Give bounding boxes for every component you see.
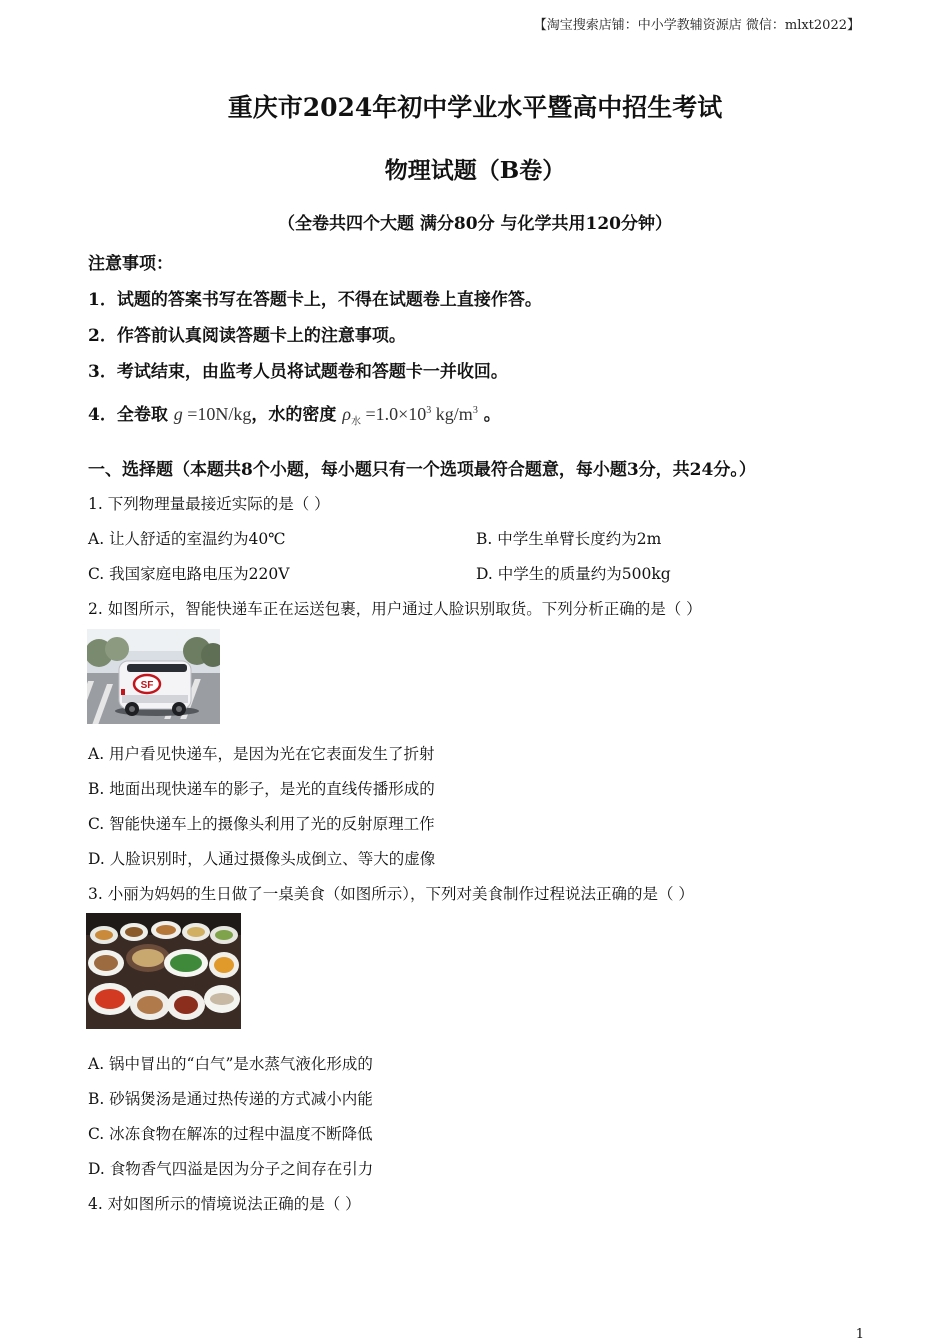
notice-item-3: 3．考试结束，由监考人员将试题卷和答题卡一并收回。 <box>88 362 508 382</box>
q4-stem: 4. 对如图所示的情境说法正确的是（ ） <box>88 1195 361 1213</box>
rho-value: =1.0×10 <box>365 404 427 424</box>
g-symbol: g <box>173 404 183 424</box>
notice-item-4-end: 。 <box>483 405 501 425</box>
sf-logo: SF <box>140 680 154 691</box>
exam-subtitle: 物理试题（B卷） <box>384 157 566 184</box>
q3-stem: 3. 小丽为妈妈的生日做了一桌美食（如图所示），下列对美食制作过程说法正确的是（ ） <box>88 885 694 903</box>
notice-item-4 <box>88 400 501 428</box>
q3-option-d: D. 食物香气四溢是因为分子之间存在引力 <box>88 1160 374 1178</box>
q2-option-b: B. 地面出现快递车的影子，是光的直线传播形成的 <box>88 780 435 798</box>
rho-symbol: ρ <box>342 404 351 424</box>
q2-stem: 2. 如图所示，智能快递车正在运送包裹，用户通过人脸识别取货。下列分析正确的是（ ） <box>88 600 702 618</box>
food-table-photo <box>86 913 241 1033</box>
rho-subscript: 水 <box>350 416 361 428</box>
q1-option-b: B. 中学生单臂长度约为2m <box>476 530 662 548</box>
delivery-vehicle-illustration <box>87 629 220 724</box>
g-value: =10N/kg <box>187 404 252 424</box>
rho-exponent: 3 <box>426 405 432 416</box>
notice-item-4-mid: ，水的密度 <box>251 405 337 425</box>
rho-unit: kg/m <box>435 404 473 424</box>
exam-info: （全卷共四个大题 满分80分 与化学共用120分钟） <box>278 214 672 234</box>
notice-item-2: 2．作答前认真阅读答题卡上的注意事项。 <box>88 326 406 346</box>
q2-option-a: A. 用户看见快递车，是因为光在它表面发生了折射 <box>88 745 435 763</box>
notice-heading: 注意事项： <box>88 254 173 274</box>
q1-option-d: D. 中学生的质量约为500kg <box>476 565 671 583</box>
gravity-formula <box>174 404 252 424</box>
q2-option-d: D. 人脸识别时，人通过摄像头成倒立、等大的虚像 <box>88 850 436 868</box>
food-table-illustration <box>86 913 241 1029</box>
notice-item-4-prefix: 4．全卷取 <box>88 405 168 425</box>
header-note: 【淘宝搜索店铺：中小学教辅资源店 微信：mlxt2022】 <box>533 18 860 33</box>
exam-title: 重庆市2024年初中学业水平暨高中招生考试 <box>227 93 723 122</box>
density-formula <box>342 404 478 428</box>
notice-item-1: 1．试题的答案书写在答题卡上，不得在试题卷上直接作答。 <box>88 290 542 310</box>
q1-option-c: C. 我国家庭电路电压为220V <box>88 565 290 583</box>
page-number: 1 <box>855 1327 864 1342</box>
q3-option-a: A. 锅中冒出的“白气”是水蒸气液化形成的 <box>88 1055 373 1073</box>
q3-option-c: C. 冰冻食物在解冻的过程中温度不断降低 <box>88 1125 373 1143</box>
q1-stem: 1. 下列物理量最接近实际的是（ ） <box>88 495 330 513</box>
rho-unit-exponent: 3 <box>472 405 478 416</box>
section-1-heading: 一、选择题（本题共8个小题，每小题只有一个选项最符合题意，每小题3分，共24分。） <box>88 460 756 480</box>
q3-option-b: B. 砂锅煲汤是通过热传递的方式减小内能 <box>88 1090 373 1108</box>
q1-option-a: A. 让人舒适的室温约为40℃ <box>88 530 286 548</box>
q2-option-c: C. 智能快递车上的摄像头利用了光的反射原理工作 <box>88 815 435 833</box>
delivery-vehicle-photo <box>87 629 220 728</box>
